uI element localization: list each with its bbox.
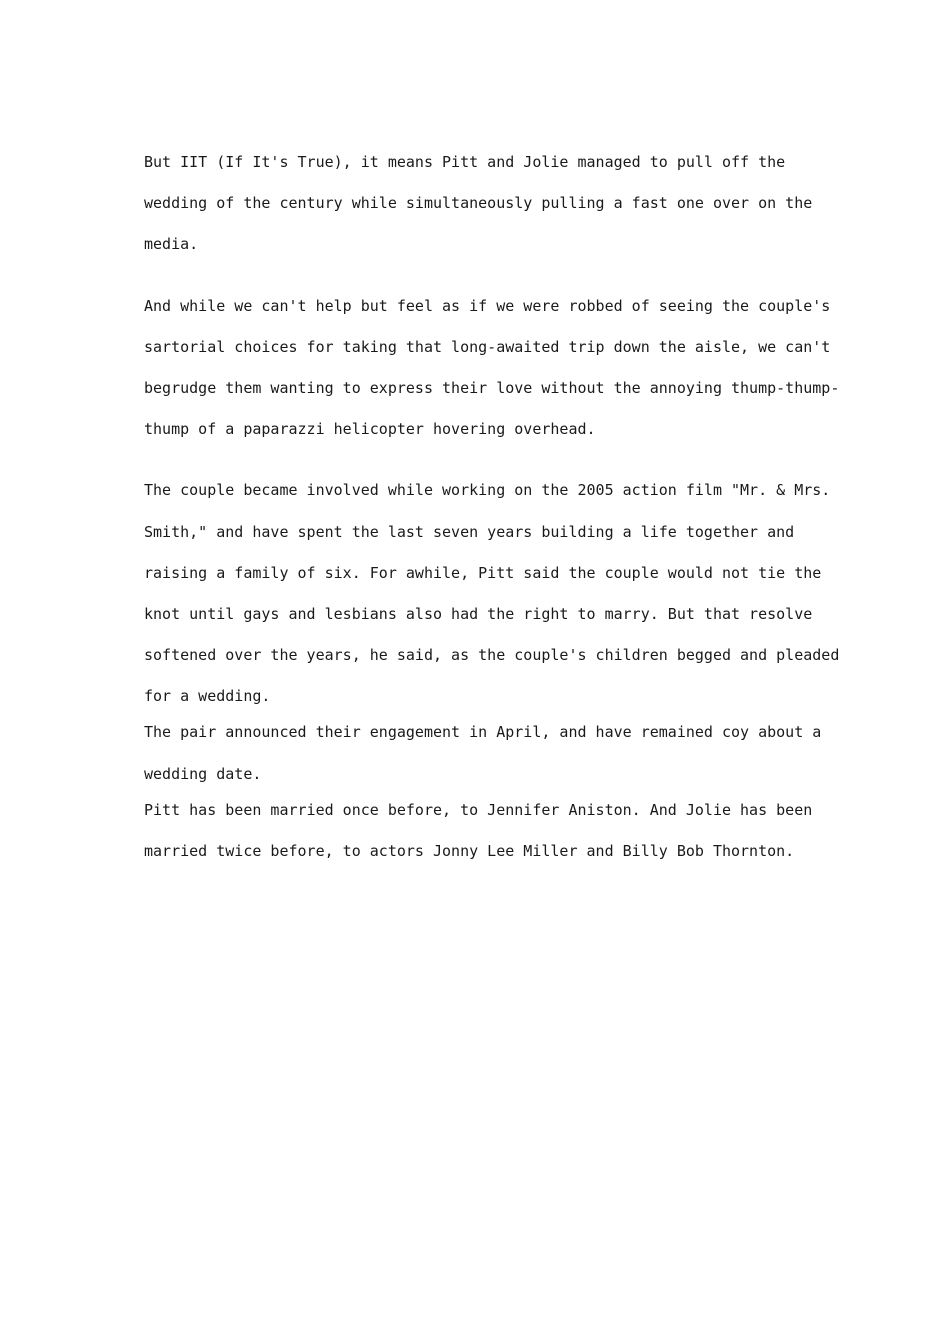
text-line: Smith," and have spent the last seven years building a life together and [144,522,795,541]
paragraph-spacer [144,266,804,286]
text-line: for a wedding. [144,687,271,706]
text-line: But IIT (If It's True), it means Pitt and Jolie managed to pull off the [144,153,786,171]
text-line: softened over the years, he said, as the couple's children begged and pleaded [144,646,840,665]
paragraph-involved [144,470,840,717]
text-line: raising a family of six. For awhile, Pitt said the couple would not tie the [144,563,822,582]
text-line: married twice before, to actors Jonny Lee Miller and Billy Bob Thornton. [144,842,795,860]
text-line: wedding of the century while simultaneously pulling a fast one over on the [144,194,813,213]
text-line: The couple became involved while working on the 2005 action film "Mr. & Mrs. [144,481,831,500]
text-line: thump of a paparazzi helicopter hovering overhead. [144,420,596,439]
text-line: sartorial choices for taking that long-awaited trip down the aisle, we can't [144,337,831,356]
paragraph-iit [144,142,813,266]
paragraph-spacer [144,450,804,470]
document-body [144,142,840,872]
paragraph-engagement [144,712,822,794]
text-line: media. [144,235,199,254]
text-line: wedding date. [144,764,262,783]
text-line: begrudge them wanting to express their love without the annoying thump-thump- [144,378,840,397]
paragraph-robbed [144,286,840,451]
text-line: knot until gays and lesbians also had the right to marry. But that resolve [144,604,813,623]
paragraph-married [144,790,813,872]
text-line: Pitt has been married once before, to Jennifer Aniston. And Jolie has been [144,800,813,819]
text-line: The pair announced their engagement in April, and have remained coy about a [144,723,822,742]
text-line: And while we can't help but feel as if we were robbed of seeing the couple's [144,296,831,315]
